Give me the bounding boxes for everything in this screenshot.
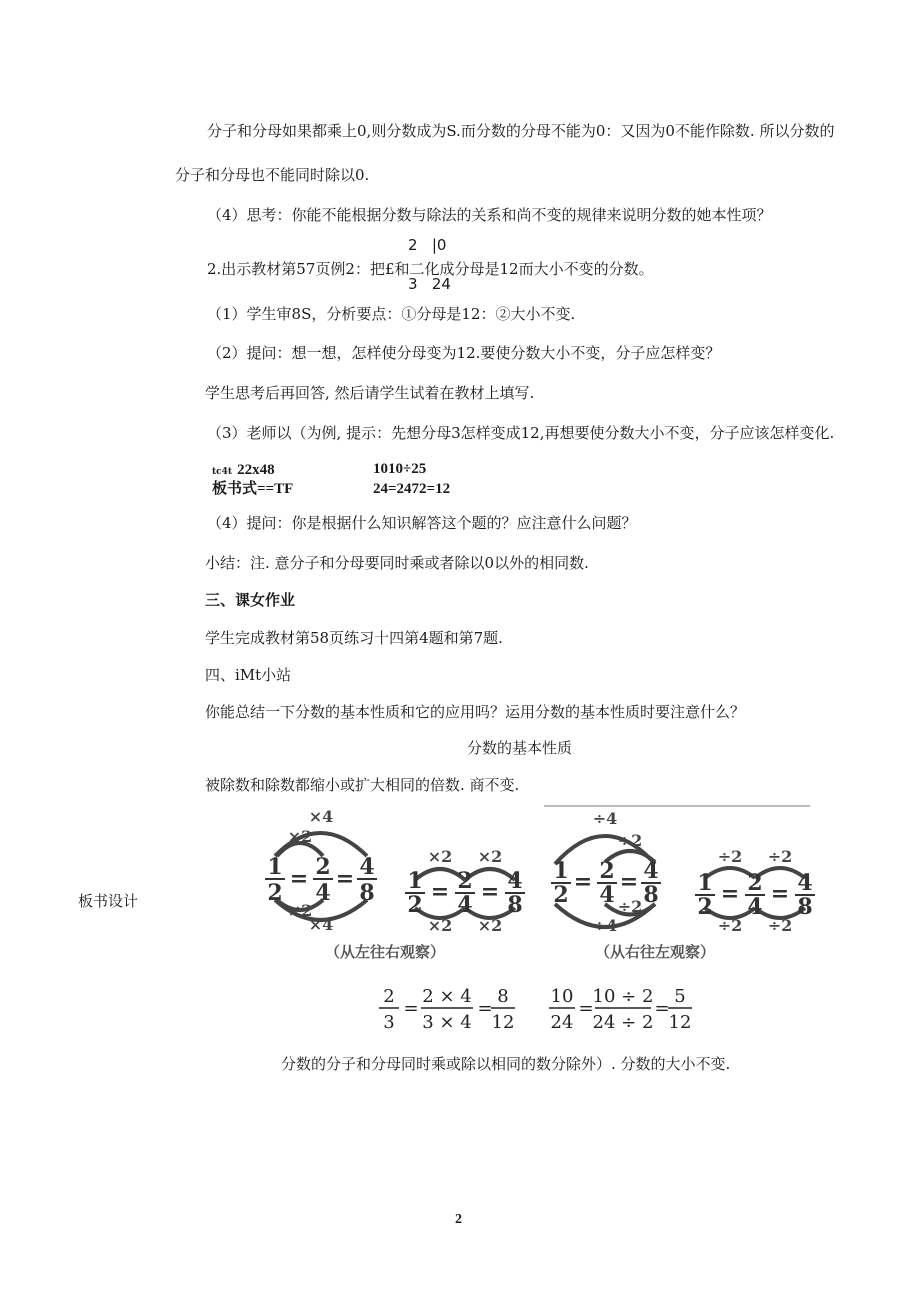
- op-label: ×2: [427, 916, 453, 935]
- numerator: 4: [507, 868, 523, 894]
- denominator: 3: [383, 1012, 395, 1033]
- numerator: 2: [599, 858, 615, 884]
- caption-right: （从右往左观察）: [594, 943, 716, 961]
- board-design-label: 板书设计: [78, 892, 139, 910]
- section-heading: 三、课女作业: [205, 593, 296, 609]
- op-label: ÷2: [767, 916, 793, 935]
- svg-text:=: =: [430, 879, 450, 905]
- denominator: 4: [315, 880, 331, 906]
- op-label: ×4: [308, 915, 334, 934]
- fraction-numerators: 2 |0: [408, 236, 447, 254]
- op-label: ÷2: [717, 847, 743, 866]
- denominator: 8: [643, 882, 659, 908]
- denominator: 4: [747, 894, 763, 920]
- section-heading: 四、iMt小站: [205, 666, 292, 684]
- paragraph-line: 小结：注. 意分子和分母要同时乘或者除以0以外的相同数.: [205, 554, 589, 572]
- worked-examples: [375, 980, 705, 1036]
- numerator: 4: [359, 854, 375, 880]
- denominator: 4: [599, 882, 615, 908]
- op-label: ×4: [308, 807, 334, 826]
- board-title: 分数的基本性质: [467, 739, 573, 757]
- op-label: ×2: [427, 847, 453, 866]
- op-label: ÷2: [717, 916, 743, 935]
- denominator: 2: [697, 894, 713, 920]
- denominator: 2: [407, 892, 423, 918]
- caption-left: （从左往右观察）: [324, 943, 446, 961]
- fraction-denominators: 3 24: [408, 275, 451, 293]
- calc-expression: 22x48: [237, 462, 275, 478]
- op-label: ×2: [477, 847, 503, 866]
- paragraph-line: （4）思考：你能不能根据分数与除法的关系和尚不变的规律来说明分数的她本性项？: [207, 206, 772, 224]
- svg-text:=: =: [654, 998, 670, 1019]
- svg-text:=: =: [619, 869, 639, 895]
- op-label: ÷2: [617, 897, 643, 916]
- numerator: 2 × 4: [422, 986, 472, 1007]
- denominator: 8: [359, 880, 375, 906]
- paragraph-line: （3）老师以（为例, 提示：先想分母3怎样变成12,再想要使分数大小不变，分子应该怎样变化.: [207, 424, 835, 442]
- denominator: 8: [507, 892, 523, 918]
- numerator: 2: [747, 870, 763, 896]
- numerator: 8: [497, 986, 509, 1007]
- op-label: ÷4: [592, 809, 618, 828]
- calc-row-1: [212, 459, 275, 479]
- op-label: ×2: [287, 901, 313, 920]
- paragraph-line: 分子和分母如果都乘上0,则分数成为S.而分数的分母不能为0：又因为0不能作除数. 所以分数的: [207, 122, 835, 140]
- svg-text:=: =: [720, 881, 740, 907]
- calc-expression: 板书式==TF: [212, 481, 294, 497]
- numerator: 2: [315, 854, 331, 880]
- svg-text:=: =: [578, 998, 594, 1019]
- svg-text:=: =: [477, 998, 493, 1019]
- numerator: 4: [643, 858, 659, 884]
- calc-prefix: tc4t: [212, 467, 233, 477]
- numerator: 4: [797, 870, 813, 896]
- paragraph-line: （2）提问：想一想，怎样使分母变为12.要使分数大小不变，分子应怎样变？: [207, 344, 721, 362]
- numerator: 1: [553, 858, 569, 884]
- svg-text:=: =: [403, 998, 419, 1019]
- svg-text:=: =: [335, 866, 355, 892]
- svg-text:=: =: [289, 866, 309, 892]
- svg-text:=: =: [573, 869, 593, 895]
- paragraph-line: （4）提问：你是根据什么知识解答这个题的？应注意什么问题？: [207, 514, 637, 532]
- numerator: 1: [697, 870, 713, 896]
- page-number: 2: [455, 1212, 462, 1227]
- denominator: 24: [550, 1012, 574, 1033]
- denominator: 24 ÷ 2: [592, 1012, 654, 1033]
- numerator: 2: [457, 868, 473, 894]
- op-label: ÷2: [767, 847, 793, 866]
- numerator: 1: [267, 854, 283, 880]
- numerator: 1: [407, 868, 423, 894]
- paragraph-line: 学生完成教材第58页练习十四第4题和第7题.: [205, 629, 503, 647]
- numerator: 10 ÷ 2: [592, 986, 654, 1007]
- paragraph-line: 分数的分子和分母同时乘或除以相同的数分除外）. 分数的大小不变.: [281, 1055, 731, 1073]
- paragraph-line: 2.出示教材第57页例2：把£和二化成分母是12而大小不变的分数。: [207, 260, 654, 278]
- denominator: 12: [491, 1012, 515, 1033]
- paragraph-line: 学生思考后再回答, 然后请学生试着在教材上填写.: [205, 384, 535, 402]
- denominator: 2: [267, 880, 283, 906]
- paragraph-line: （1）学生审8S，分析要点：①分母是12：②大小不变.: [207, 305, 576, 323]
- op-label: ÷2: [617, 831, 643, 850]
- op-label: ÷4: [592, 916, 618, 935]
- numerator: 2: [383, 986, 395, 1007]
- denominator: 2: [553, 882, 569, 908]
- svg-text:=: =: [770, 881, 790, 907]
- denominator: 4: [457, 892, 473, 918]
- denominator: 8: [797, 894, 813, 920]
- calc-expression: 1010÷25: [373, 461, 427, 477]
- denominator: 3 × 4: [422, 1012, 472, 1033]
- op-label: ×2: [477, 916, 503, 935]
- numerator: 5: [674, 986, 686, 1007]
- paragraph-line: 被除数和除数都缩小或扩大相同的倍数. 商不变.: [205, 776, 520, 794]
- svg-text:=: =: [480, 879, 500, 905]
- op-label: ×2: [287, 827, 313, 846]
- calc-expression: 24=2472=12: [373, 481, 451, 497]
- numerator: 10: [550, 986, 574, 1007]
- fraction-property-diagram: [255, 800, 815, 970]
- denominator: 12: [668, 1012, 692, 1033]
- paragraph-line: 分子和分母也不能同时除以0.: [175, 166, 370, 184]
- paragraph-line: 你能总结一下分数的基本性质和它的应用吗？运用分数的基本性质时要注意什么？: [205, 703, 746, 721]
